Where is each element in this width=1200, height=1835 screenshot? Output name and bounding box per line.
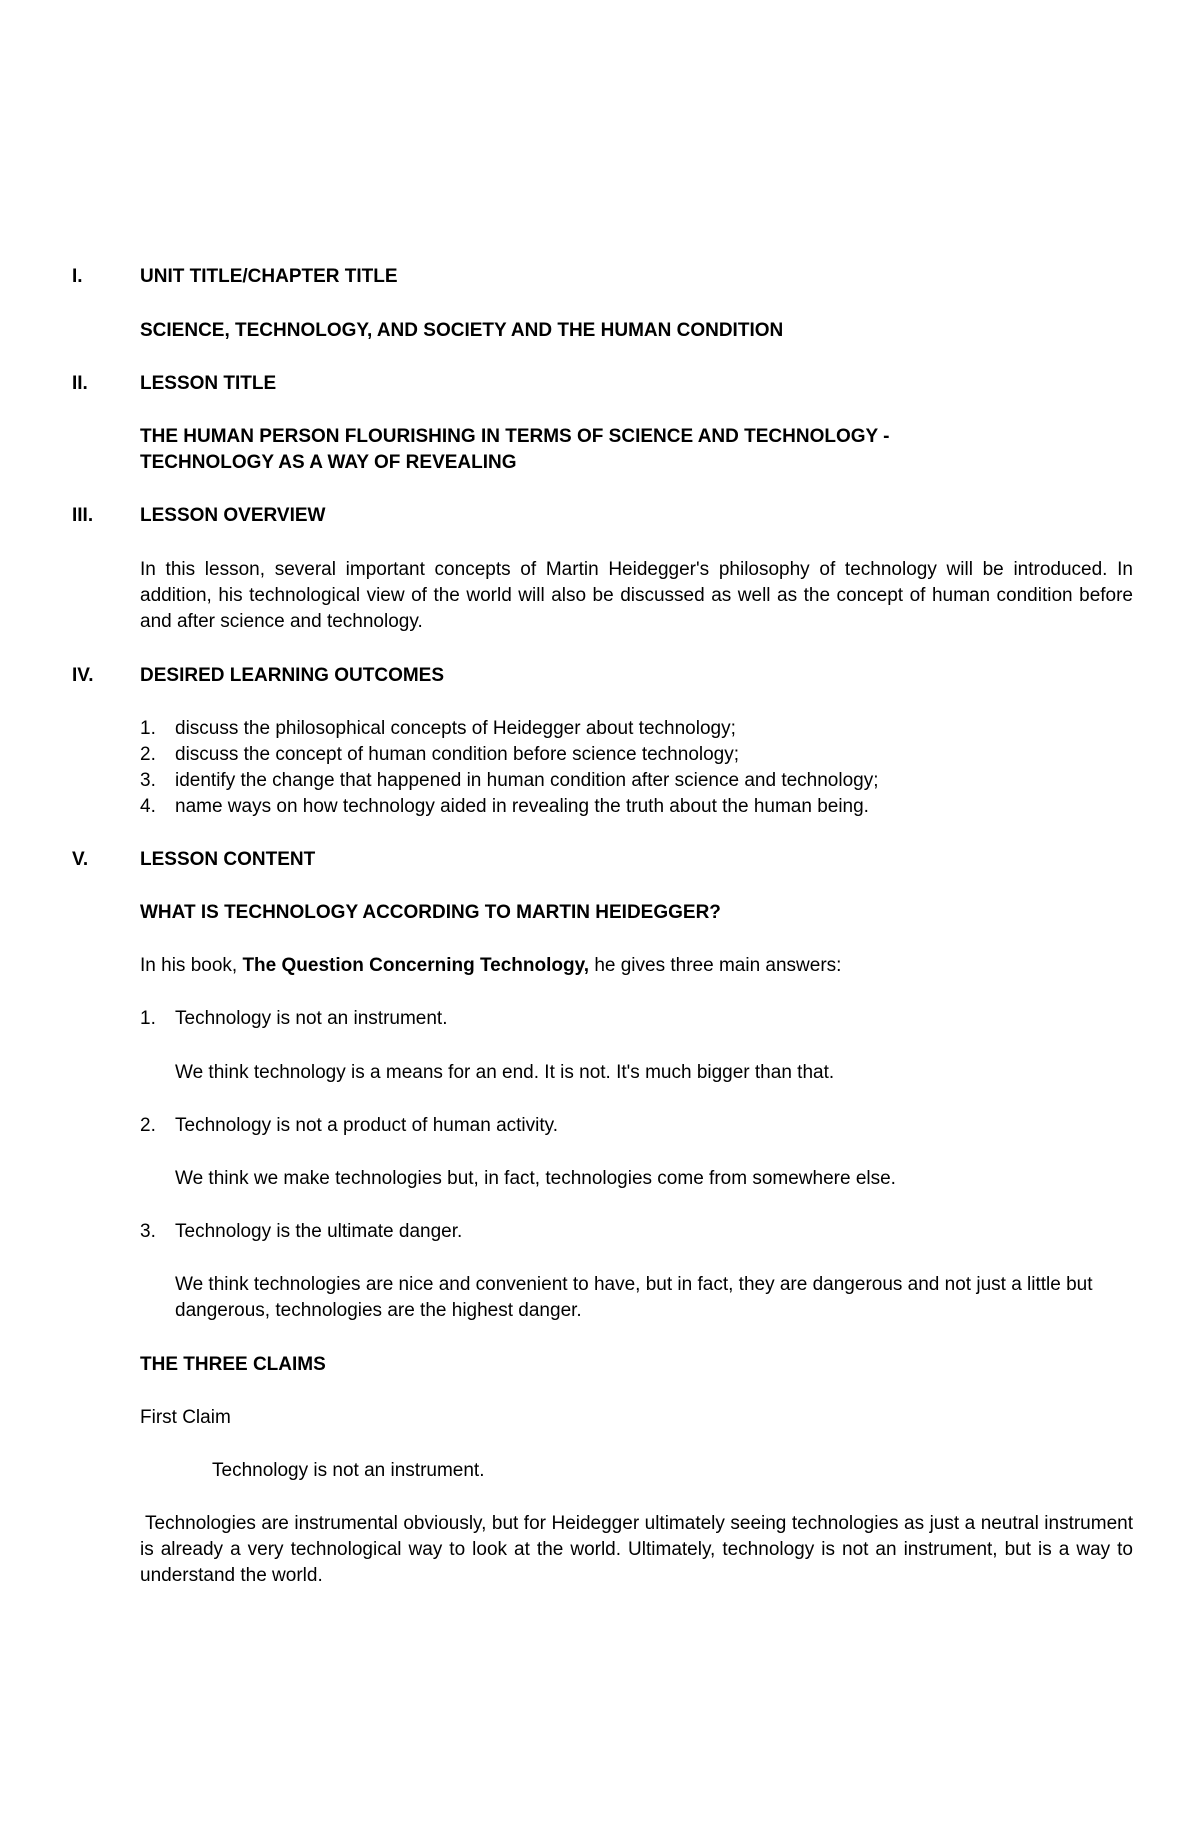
outcome-item: name ways on how technology aided in revealing the truth about the human being. [175, 796, 869, 817]
outcome-number: 1. [140, 718, 156, 739]
intro-before: In his book, [140, 955, 243, 976]
answer-number: 2. [140, 1115, 156, 1136]
claims-heading: THE THREE CLAIMS [140, 1354, 326, 1375]
answer-explanation: We think technologies are nice and convenient to have, but in fact, they are dangerous and not just a little but dangerous, technologies are the highest danger. [175, 1274, 1093, 1321]
lesson-overview-paragraph: In this lesson, several important concepts of Martin Heidegger's philosophy of technology will be introduced. In addition, his technological view of the world will also be discussed as well as the concept of human condition before and after science and technology. [140, 559, 1133, 632]
section-heading-2: LESSON TITLE [140, 373, 277, 394]
answer-claim: Technology is not an instrument. [175, 1008, 448, 1029]
outcome-number: 4. [140, 796, 156, 817]
unit-title: SCIENCE, TECHNOLOGY, AND SOCIETY AND THE HUMAN CONDITION [140, 320, 784, 341]
answer-number: 3. [140, 1221, 156, 1242]
question-heading: WHAT IS TECHNOLOGY ACCORDING TO MARTIN HEIDEGGER? [140, 902, 721, 923]
lesson-title-line-2: TECHNOLOGY AS A WAY OF REVEALING [140, 452, 517, 473]
section-numeral-4: IV. [72, 665, 94, 686]
intro-sentence [140, 953, 1130, 979]
outcome-item: discuss the philosophical concepts of Heidegger about technology; [175, 718, 736, 739]
lesson-title-line-1: THE HUMAN PERSON FLOURISHING IN TERMS OF SCIENCE AND TECHNOLOGY - [140, 426, 890, 447]
first-claim-label: First Claim [140, 1407, 231, 1428]
answer-number: 1. [140, 1008, 156, 1029]
answer-explanation: We think technology is a means for an end. It is not. It's much bigger than that. [175, 1062, 835, 1083]
book-title: The Question Concerning Technology, [242, 955, 590, 976]
first-claim-paragraph: Technologies are instrumental obviously, but for Heidegger ultimately seeing technologies as just a neutral instrument is already a very technological way to look at the world. Ultimately, technology is not an instrument, but is a way to understand the world. [140, 1513, 1133, 1586]
outcome-number: 3. [140, 770, 156, 791]
outcome-number: 2. [140, 744, 156, 765]
section-heading-4: DESIRED LEARNING OUTCOMES [140, 665, 445, 686]
section-numeral-1: I. [72, 266, 83, 287]
outcome-item: discuss the concept of human condition before science technology; [175, 744, 740, 765]
intro-after: he gives three main answers: [589, 955, 842, 976]
section-numeral-5: V. [72, 849, 89, 870]
section-heading-1: UNIT TITLE/CHAPTER TITLE [140, 266, 398, 287]
outcome-item: identify the change that happened in human condition after science and technology; [175, 770, 879, 791]
section-heading-3: LESSON OVERVIEW [140, 505, 326, 526]
section-numeral-3: III. [72, 505, 94, 526]
section-numeral-2: II. [72, 373, 88, 394]
section-heading-5: LESSON CONTENT [140, 849, 316, 870]
answer-claim: Technology is the ultimate danger. [175, 1221, 463, 1242]
first-claim-statement: Technology is not an instrument. [212, 1460, 485, 1481]
answer-claim: Technology is not a product of human activity. [175, 1115, 559, 1136]
answer-explanation: We think we make technologies but, in fact, technologies come from somewhere else. [175, 1168, 896, 1189]
